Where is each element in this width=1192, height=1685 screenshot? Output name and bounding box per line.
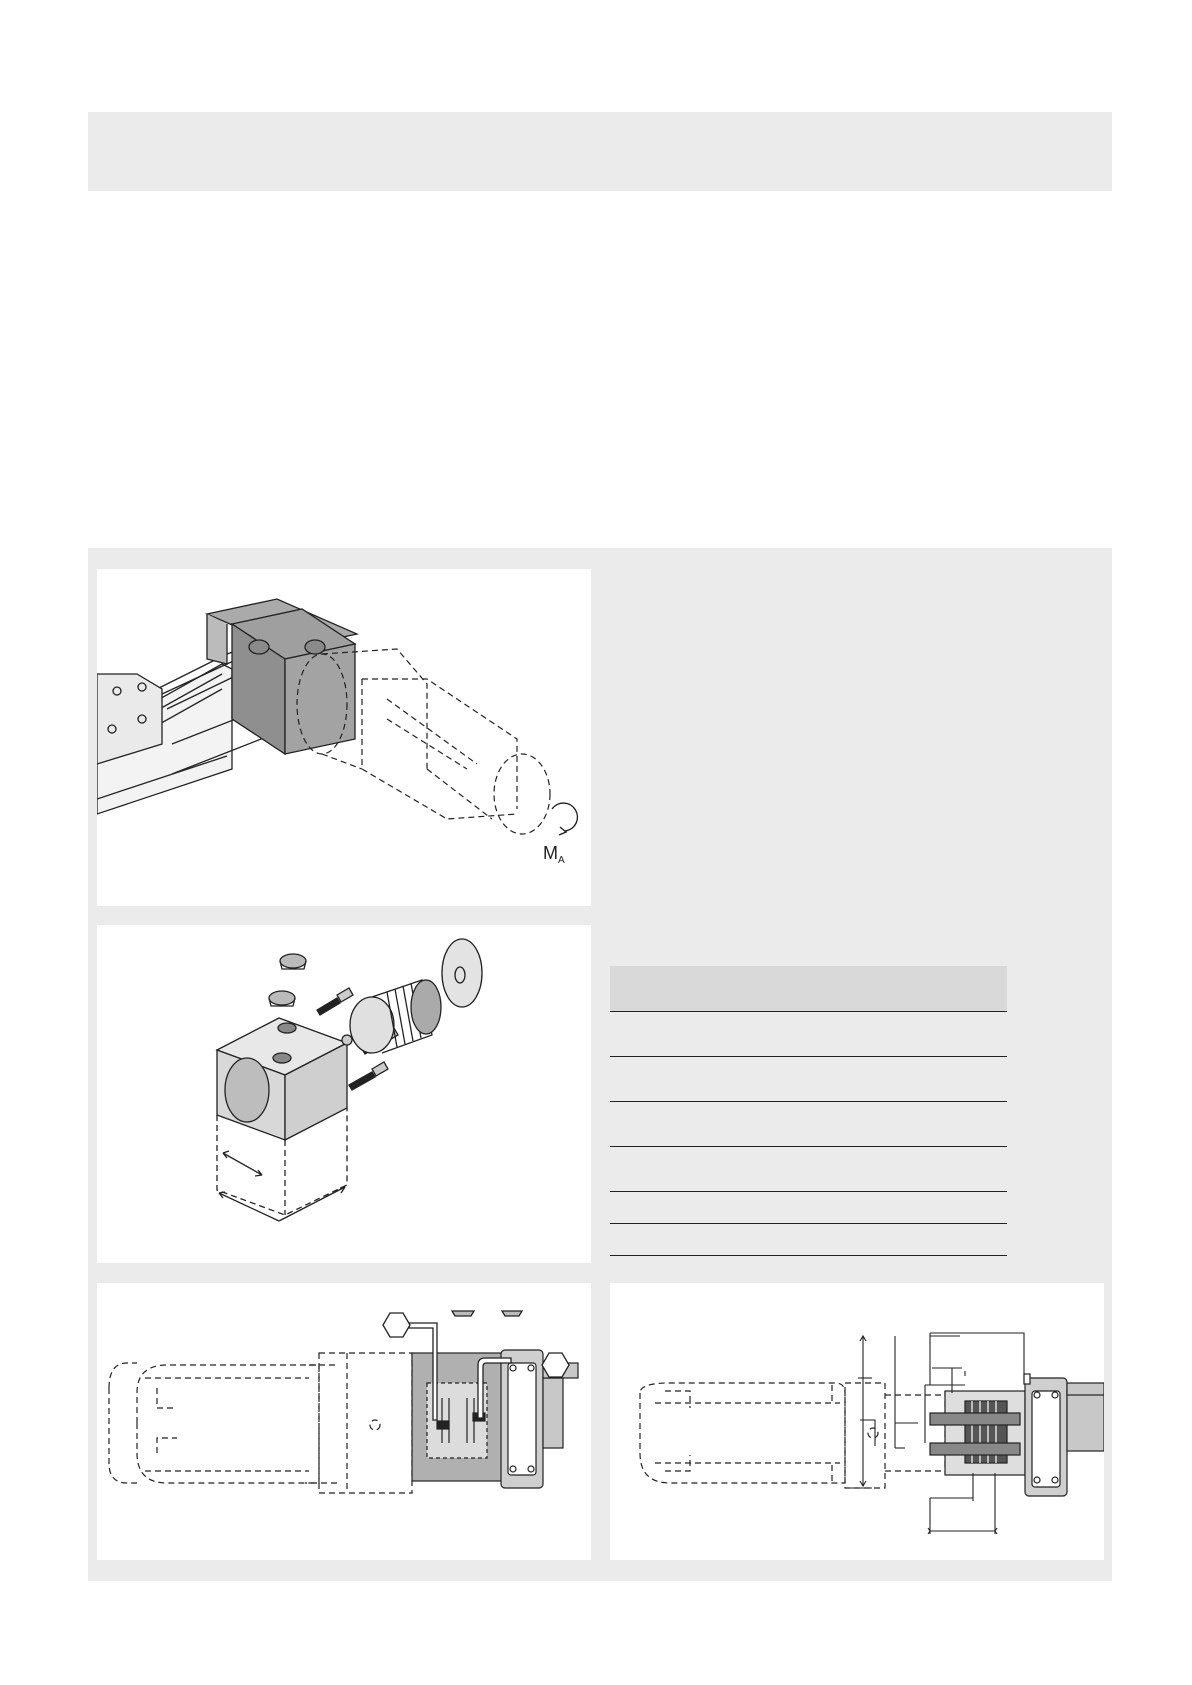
header-band (88, 112, 1112, 191)
side-view-hex-keys-drawing (97, 1283, 591, 1560)
figure-side-view-hex-keys (97, 1283, 591, 1560)
axis-motor-isometric-drawing (97, 569, 591, 906)
table-row (610, 1057, 1007, 1102)
table-row (610, 1192, 1007, 1224)
spec-table-header (610, 966, 1007, 1012)
spec-table (610, 966, 1007, 1256)
table-row (610, 1147, 1007, 1192)
coupling-dimensions-drawing (610, 1283, 1104, 1560)
torque-subscript: A (558, 855, 565, 866)
table-row (610, 1102, 1007, 1147)
figure-adapter-exploded (97, 925, 591, 1263)
torque-label: M (543, 843, 558, 863)
table-row (610, 1012, 1007, 1057)
figure-coupling-dimensions (610, 1283, 1104, 1560)
figure-axis-motor-isometric (97, 569, 591, 906)
table-row (610, 1224, 1007, 1256)
adapter-exploded-drawing (97, 925, 591, 1263)
